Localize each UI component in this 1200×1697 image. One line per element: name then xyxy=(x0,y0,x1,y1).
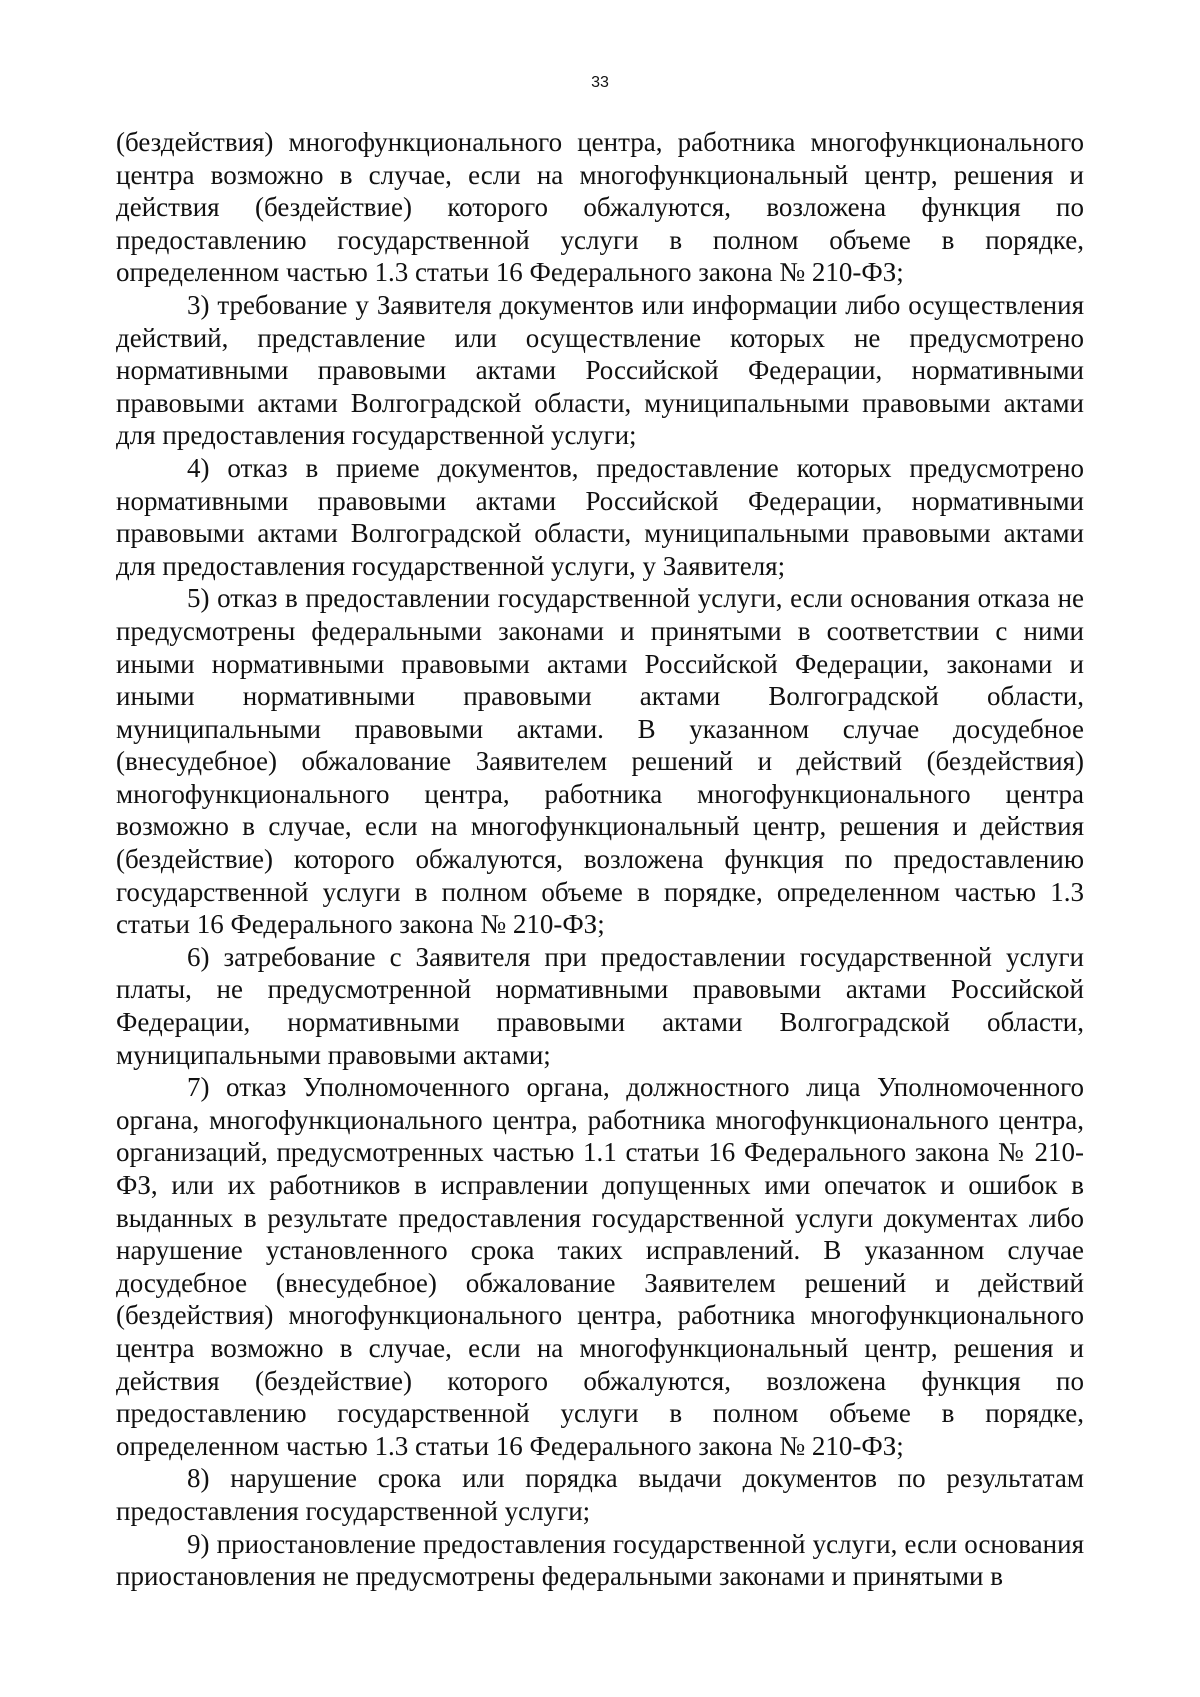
paragraph-item-3: 3) требование у Заявителя документов или информации либо осуществления действий, представление или осуществление которых не предусмотрено нормативными правовыми актами Российской Федерации, нормативными правовыми актами Волгоградской области, муниципальными правовыми актами для предоставления государственной услуги; xyxy=(116,289,1084,451)
page-number: 33 xyxy=(591,74,609,91)
paragraph-item-6: 6) затребование с Заявителя при предоставлении государственной услуги платы, не предусмотренной нормативными правовыми актами Российской Федерации, нормативными правовыми актами Волгоградской области, муниципальными правовыми актами; xyxy=(116,941,1084,1070)
paragraph-item-5: 5) отказ в предоставлении государственной услуги, если основания отказа не предусмотрены федеральными законами и принятыми в соответствии с ними иными нормативными правовыми актами Российской Федерации, законами и иными нормативными правовыми актами Волгоградской области, муниципальными правовыми актами. В указанном случае досудебное (внесудебное) обжалование Заявителем решений и действий (бездействия) многофункционального центра, работника многофункционального центра возможно в случае, если на многофункциональный центр, решения и действия (бездействие) которого обжалуются, возложена функция по предоставлению государственной услуги в полном объеме в порядке, определенном частью 1.3 статьи 16 Федерального закона № 210-ФЗ; xyxy=(116,583,1084,940)
paragraph-continuation: (бездействия) многофункционального центра, работника многофункционального центра возможно в случае, если на многофункциональный центр, решения и действия (бездействие) которого обжалуются, возложена функция по предоставлению государственной услуги в полном объеме в порядке, определенном частью 1.3 статьи 16 Федерального закона № 210-ФЗ; xyxy=(116,127,1084,288)
paragraph-item-4: 4) отказ в приеме документов, предоставление которых предусмотрено нормативными правовыми актами Российской Федерации, нормативными правовыми актами Волгоградской области, муниципальными правовыми актами для предоставления государственной услуги, у Заявителя; xyxy=(116,452,1084,581)
paragraph-item-7: 7) отказ Уполномоченного органа, должностного лица Уполномоченного органа, многофункционального центра, работника многофункционального центра, организаций, предусмотренных частью 1.1 статьи 16 Федерального закона № 210-ФЗ, или их работников в исправлении допущенных ими опечаток и ошибок в выданных в результате предоставления государственной услуги документах либо нарушение установленного срока таких исправлений. В указанном случае досудебное (внесудебное) обжалование Заявителем решений и действий (бездействия) многофункционального центра, работника многофункционального центра возможно в случае, если на многофункциональный центр, решения и действия (бездействие) которого обжалуются, возложена функция по предоставлению государственной услуги в полном объеме в порядке, определенном частью 1.3 статьи 16 Федерального закона № 210-ФЗ; xyxy=(116,1072,1084,1461)
document-body xyxy=(116,126,1084,1593)
paragraph-item-9: 9) приостановление предоставления государственной услуги, если основания приостановления не предусмотрены федеральными законами и принятыми в xyxy=(116,1528,1084,1592)
paragraph-item-8: 8) нарушение срока или порядка выдачи документов по результатам предоставления государственной услуги; xyxy=(116,1463,1084,1526)
